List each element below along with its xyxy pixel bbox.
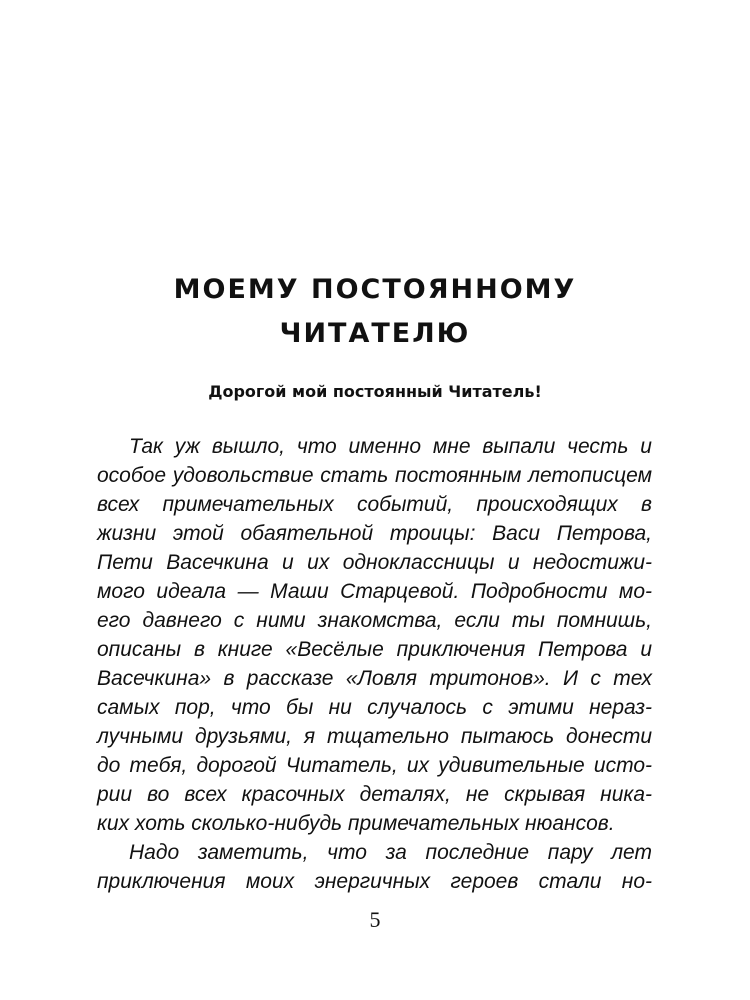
- text-line: Надо заметить, что за последние пару лет: [129, 841, 652, 864]
- chapter-heading: [0, 268, 750, 356]
- text-line: приключения моих энергичных героев стали но-: [97, 870, 652, 893]
- body-text: [97, 432, 652, 896]
- paragraph: [97, 838, 652, 896]
- page-number: 5: [369, 907, 381, 932]
- text-line: мого идеала — Маши Старцевой. Подробности мо-: [97, 580, 652, 603]
- text-line: рии во всех красочных деталях, не скрывая ника-: [97, 783, 652, 806]
- text-line: жизни этой обаятельной троицы: Васи Петрова,: [97, 522, 652, 545]
- text-line: всех примечательных событий, происходящих в: [97, 493, 652, 516]
- salutation: Дорогой мой постоянный Читатель!: [208, 382, 542, 401]
- chapter-heading-line-1: МОЕМУ ПОСТОЯННОМУ: [173, 274, 577, 305]
- text-line: Так уж вышло, что именно мне выпали честь и: [129, 435, 652, 458]
- text-line: самых пор, что бы ни случалось с этими нераз-: [97, 696, 652, 719]
- text-line: Пети Васечкина и их одноклассницы и недостижи-: [97, 551, 652, 574]
- text-line: описаны в книге «Весёлые приключения Петрова и: [97, 638, 652, 661]
- chapter-heading-line-2: ЧИТАТЕЛЮ: [279, 318, 471, 349]
- text-line: особое удовольствие стать постоянным летописцем: [97, 464, 652, 487]
- text-line: до тебя, дорогой Читатель, их удивительные исто-: [97, 754, 652, 777]
- text-line: лучными друзьями, я тщательно пытаюсь донести: [97, 725, 652, 748]
- text-line: ких хоть сколько-нибудь примечательных нюансов.: [97, 812, 615, 835]
- text-line: Васечкина» в рассказе «Ловля тритонов». И с тех: [97, 667, 652, 690]
- text-line: его давнего с ними знакомства, если ты помнишь,: [97, 609, 652, 632]
- paragraph: [97, 432, 652, 838]
